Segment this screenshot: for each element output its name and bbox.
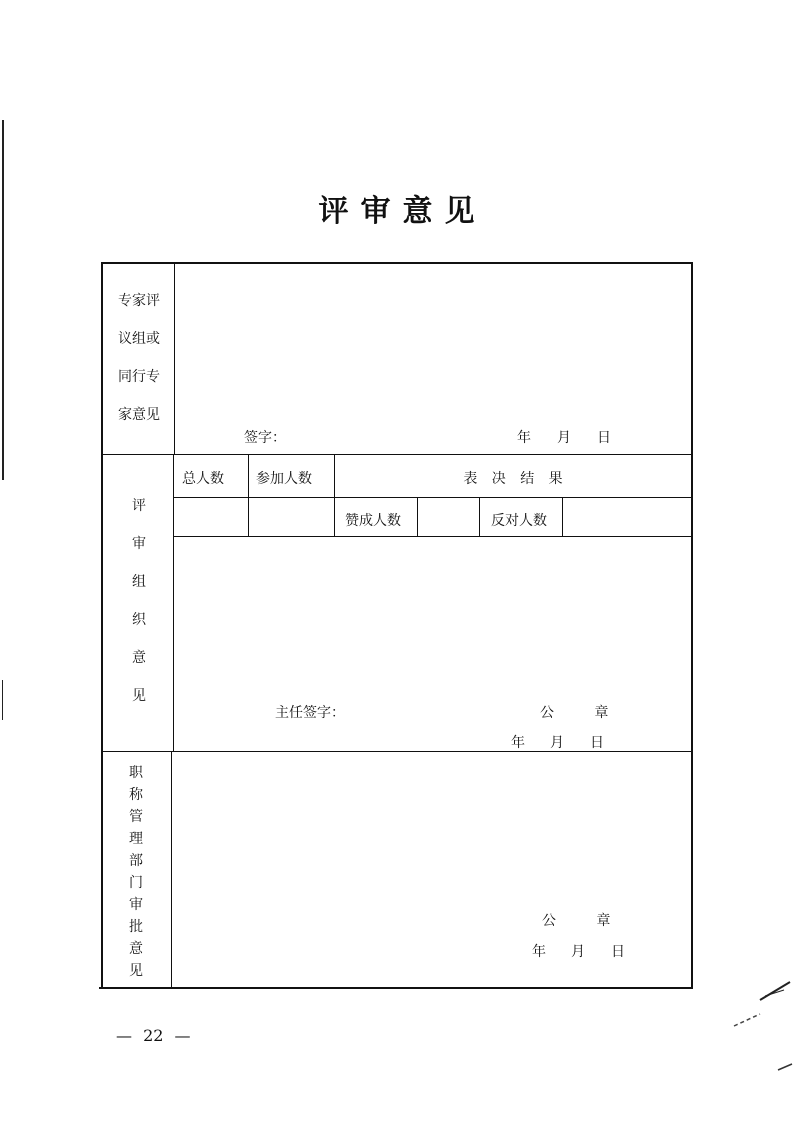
date-day: 日 bbox=[611, 944, 625, 960]
date-month: 月 bbox=[557, 430, 571, 446]
label-char: 门 bbox=[129, 875, 143, 891]
date-month: 月 bbox=[571, 944, 585, 960]
label-char: 职 bbox=[129, 765, 143, 781]
official-seal-label: 公 章 bbox=[540, 705, 627, 721]
label-char: 批 bbox=[129, 919, 143, 935]
label-char: 织 bbox=[132, 612, 146, 628]
director-signature-label: 主任签字： bbox=[275, 705, 345, 721]
vote-col-divider bbox=[417, 497, 418, 537]
expert-signature-label: 签字： bbox=[244, 430, 286, 446]
section-divider bbox=[102, 751, 693, 752]
vote-row-divider bbox=[174, 497, 693, 498]
table-border-top bbox=[102, 262, 693, 264]
table-border-bottom bbox=[99, 987, 693, 989]
label-char: 称 bbox=[129, 787, 143, 803]
label-line: 家意见 bbox=[118, 407, 160, 423]
label-char: 管 bbox=[129, 809, 143, 825]
page-number: — 22 — bbox=[116, 1026, 191, 1045]
votes-for-label: 赞成人数 bbox=[345, 513, 401, 529]
total-count-header: 总人数 bbox=[182, 471, 224, 487]
label-line: 议组或 bbox=[118, 331, 160, 347]
vote-col-divider bbox=[562, 497, 563, 537]
date-day: 日 bbox=[597, 430, 611, 446]
page-title: 评审意见 bbox=[318, 194, 487, 229]
date-day: 日 bbox=[590, 735, 604, 751]
total-count-field[interactable] bbox=[175, 499, 247, 535]
vote-col-divider bbox=[248, 455, 249, 537]
committee-opinion-label bbox=[102, 487, 176, 715]
date-year: 年 bbox=[511, 735, 525, 751]
label-line: 专家评 bbox=[118, 293, 160, 309]
vote-row-divider bbox=[174, 536, 693, 537]
department-approval-field[interactable] bbox=[173, 753, 690, 903]
date-year: 年 bbox=[517, 430, 531, 446]
label-line: 同行专 bbox=[118, 369, 160, 385]
votes-against-label: 反对人数 bbox=[491, 513, 547, 529]
date-year: 年 bbox=[532, 944, 546, 960]
vote-result-header: 表 决 结 果 bbox=[463, 471, 563, 487]
committee-opinion-field[interactable] bbox=[175, 538, 690, 688]
label-char: 理 bbox=[129, 831, 143, 847]
section-divider bbox=[102, 454, 693, 455]
label-char: 见 bbox=[132, 688, 146, 704]
label-char: 审 bbox=[132, 536, 146, 552]
label-char: 意 bbox=[129, 941, 143, 957]
label-char: 评 bbox=[132, 498, 146, 514]
participants-field[interactable] bbox=[250, 499, 333, 535]
official-seal-label: 公 章 bbox=[542, 913, 629, 929]
date-month: 月 bbox=[550, 735, 564, 751]
votes-against-field[interactable] bbox=[564, 499, 690, 535]
vote-col-divider bbox=[479, 497, 480, 537]
label-char: 部 bbox=[129, 853, 143, 869]
label-char: 组 bbox=[132, 574, 146, 590]
votes-for-field[interactable] bbox=[419, 499, 478, 535]
label-char: 见 bbox=[129, 963, 143, 979]
expert-opinion-label bbox=[102, 282, 176, 434]
participants-header: 参加人数 bbox=[256, 471, 312, 487]
expert-opinion-field[interactable] bbox=[176, 265, 690, 453]
scan-artifact-marks bbox=[720, 960, 793, 1080]
department-approval-label bbox=[99, 762, 173, 982]
label-char: 审 bbox=[129, 897, 143, 913]
table-border-right bbox=[691, 262, 693, 989]
label-char: 意 bbox=[132, 650, 146, 666]
